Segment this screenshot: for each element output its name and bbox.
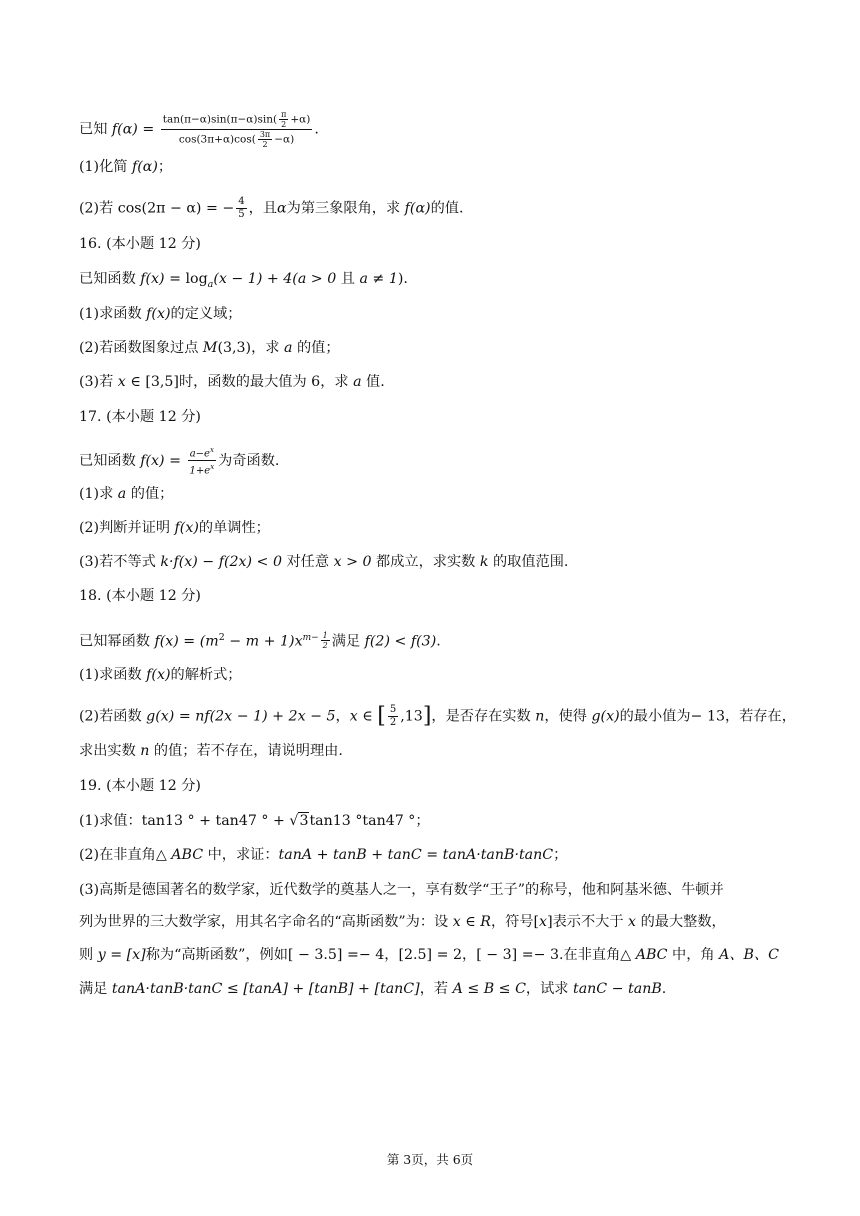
p16-q2: (2)若函数图象过点 M(3,3)，求 a 的值； xyxy=(79,340,340,356)
p19-q3-line1: (3)高斯是德国著名的数学家，近代数学的奠基人之一，享有数学“王子”的称号，他和阿基米德、牛顿并 xyxy=(79,882,724,898)
p17-fraction: $\frac{a-e^x}{1+e^x}$ xyxy=(189,446,215,477)
p18-q2: (2)若函数 g(x) = nf(2x − 1) + 2x − 5，x ∈ [ $\frac{5}{2}$ ,13]，是否存在实数 n，使得 g(x)的最小值为− 13，若存在， xyxy=(79,703,796,729)
p19-q3-line4: 满足 tanA·tanB·tanC ≤ [tanA] + [tanB] + [tanC]，若 A ≤ B ≤ C，试求 tanC − tanB. xyxy=(79,981,667,997)
p15-fraction: tan(π−α)sin(π−α)sin( $\frac{\pi}{2}$ +α) cos(3π+α)cos( $\frac{3\pi}{2}$ −α) xyxy=(162,110,311,149)
p19-header: 19. (本小题 12 分) xyxy=(79,778,201,794)
p16-stem: 已知函数 $f(x) = \log_a(x - 1) + 4(a > 0$ 且 a ≠ 1). xyxy=(79,271,408,290)
p15-stem: 已知 f(α) = tan(π−α)sin(π−α)sin( $\frac{\pi}{2}$ +α) cos(3π+α)cos( $\frac{3\pi}{2}$ −α) . xyxy=(79,110,319,149)
p18-stem: 已知幂函数 $f(x) = (m^2 - m + 1)x^{m- \frac{1}{2}}$ 满足 f(2) < f(3). xyxy=(79,631,441,650)
p18-q2-cont: 求出实数 n 的值；若不存在，请说明理由. xyxy=(79,743,343,759)
p17-header: 17. (本小题 12 分) xyxy=(79,409,201,425)
p17-stem: 已知函数 f(x) = $\frac{a-e^x}{1+e^x}$ 为奇函数. xyxy=(79,446,280,477)
p19-q2: (2)在非直角△ ABC 中，求证：tanA + tanB + tanC = tanA·tanB·tanC； xyxy=(79,847,568,863)
p17-q3: (3)若不等式 k·f(x) − f(2x) < 0 对任意 x > 0 都成立，求实数 k 的取值范围. xyxy=(79,554,569,570)
p19-q3-line3: 则 y = [x]称为“高斯函数”，例如[ − 3.5] =− 4，[2.5] = 2，[ − 3] =− 3.在非直角△ ABC 中，角 A、B、C xyxy=(79,947,780,963)
p16-header: 16. (本小题 12 分) xyxy=(79,236,201,252)
p17-q1: (1)求 a 的值； xyxy=(79,486,174,502)
p15-q2: (2)若 cos(2π − α) = − $\frac{4}{5}$ ，且α为第三象限角，求 f(α)的值. xyxy=(79,196,464,220)
p18-q1: (1)求函数 f(x)的解析式； xyxy=(79,667,242,683)
p16-q3: (3)若 x ∈ [3,5]时，函数的最大值为 6，求 a 值. xyxy=(79,374,385,390)
p16-q1: (1)求函数 f(x)的定义域； xyxy=(79,306,242,322)
p19-q1: (1)求值：tan13 ° + tan47 ° + √3tan13 °tan47 °； xyxy=(79,813,430,829)
p19-q3-line2: 列为世界的三大数学家，用其名字命名的“高斯函数”为：设 x ∈ R，符号[x]表示不大于 x 的最大整数， xyxy=(79,914,726,930)
p18-exponent: m− 1 2 xyxy=(302,631,328,650)
p18-header: 18. (本小题 12 分) xyxy=(79,588,201,604)
page-footer: 第 3页，共 6页 xyxy=(386,1152,474,1167)
p15-q1: (1)化简 f(α)； xyxy=(79,159,173,175)
p17-q2: (2)判断并证明 f(x)的单调性； xyxy=(79,520,270,536)
